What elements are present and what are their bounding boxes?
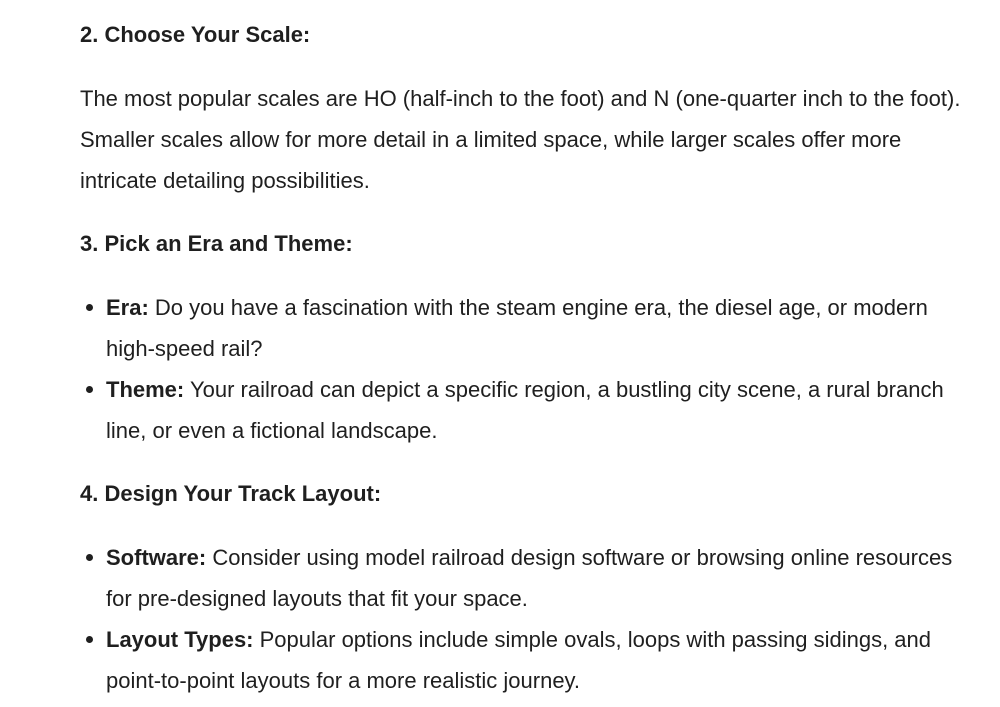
section-heading-era: 3. Pick an Era and Theme: — [80, 231, 353, 256]
list-item — [80, 287, 960, 369]
bullet-icon — [86, 636, 93, 643]
bullet-text: Do you have a fascination with the steam engine era, the diesel age, or modern high-speed rail? — [106, 295, 928, 361]
bullet-icon — [86, 304, 93, 311]
bullet-term: Software: — [106, 545, 207, 570]
section-heading-track: 4. Design Your Track Layout: — [80, 481, 382, 506]
bullet-term: Layout Types: — [106, 627, 254, 652]
bullet-text: Your railroad can depict a specific region, a bustling city scene, a rural branch line, or even a fictional landscape. — [106, 377, 944, 443]
bullet-icon — [86, 554, 93, 561]
bullet-list-track — [80, 537, 960, 701]
list-item — [80, 619, 960, 701]
section-paragraph-scale: The most popular scales are HO (half-inch to the foot) and N (one-quarter inch to the foot). Smaller scales allow for more detail in a limited space, while larger scales offer more intricate detailing possibilities. — [80, 86, 961, 193]
section-heading-scale: 2. Choose Your Scale: — [80, 22, 311, 47]
bullet-list-era — [80, 287, 960, 451]
list-item — [80, 537, 960, 619]
bullet-text: Consider using model railroad design software or browsing online resources for pre-designed layouts that fit your space. — [106, 545, 953, 611]
bullet-term: Theme: — [106, 377, 185, 402]
list-item — [80, 369, 960, 451]
bullet-text: Popular options include simple ovals, loops with passing sidings, and point-to-point layouts for a more realistic journey. — [106, 627, 932, 693]
bullet-term: Era: — [106, 295, 149, 320]
bullet-icon — [86, 386, 93, 393]
